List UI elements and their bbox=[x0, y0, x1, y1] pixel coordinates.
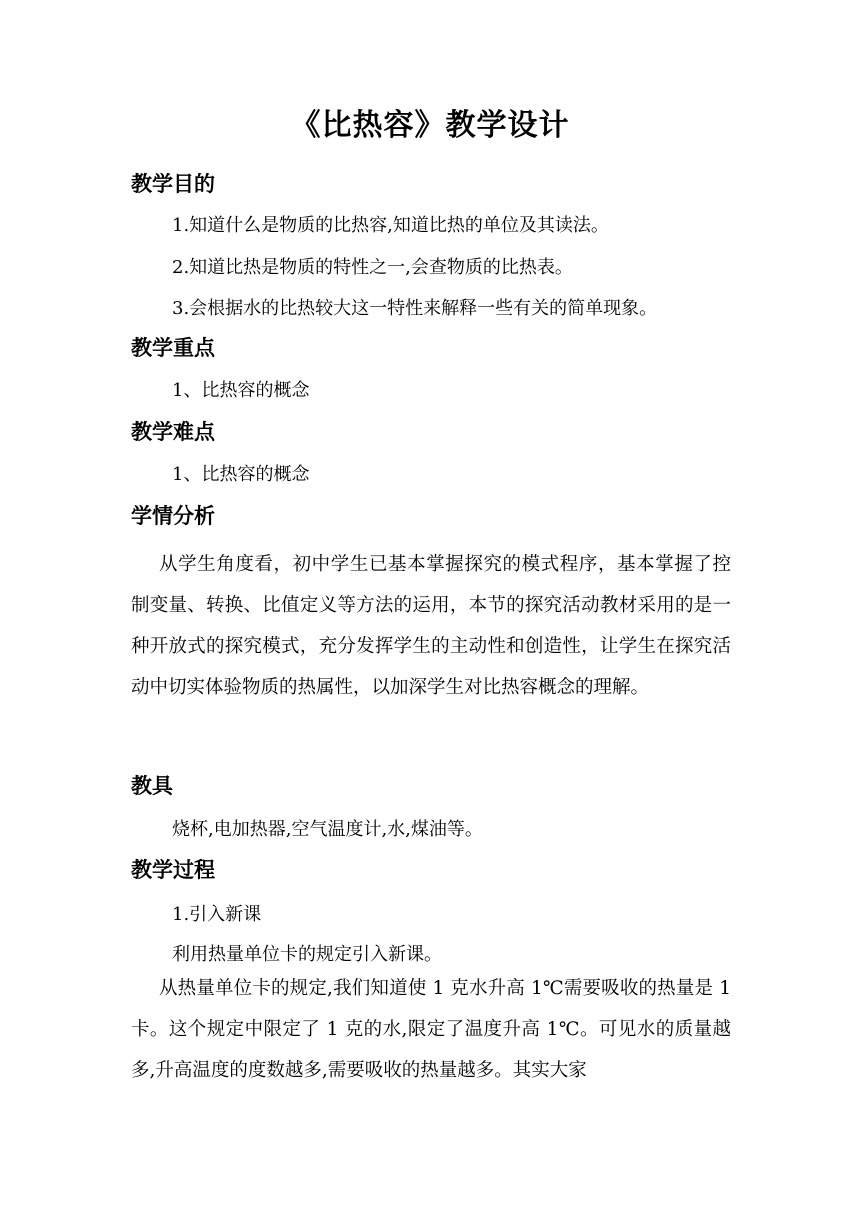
heading-analysis: 学情分析 bbox=[131, 504, 215, 528]
heading-teaching-goals: 教学目的 bbox=[131, 172, 215, 196]
goal-item-1: 1.知道什么是物质的比热容,知道比热的单位及其读法。 bbox=[172, 215, 609, 236]
heading-tools: 教具 bbox=[131, 774, 173, 798]
key-point-item-1: 1、比热容的概念 bbox=[172, 380, 310, 401]
process-paragraph: 从热量单位卡的规定,我们知道使 1 克水升高 1℃需要吸收的热量是 1 卡。这个规定中限定了 1 克的水,限定了温度升高 1℃。可见水的质量越多,升高温度的度数越多,需要吸收的热量越多。其实大家 bbox=[131, 978, 731, 1081]
goal-item-2: 2.知道比热是物质的特性之一,会查物质的比热表。 bbox=[172, 257, 573, 278]
process-line-1: 利用热量单位卡的规定引入新课。 bbox=[172, 944, 442, 965]
document-title: 《比热容》教学设计 bbox=[290, 108, 570, 143]
difficulty-item-1: 1、比热容的概念 bbox=[172, 464, 310, 485]
heading-difficulty: 教学难点 bbox=[131, 420, 215, 444]
goal-item-3: 3.会根据水的比热较大这一特性来解释一些有关的简单现象。 bbox=[172, 298, 658, 319]
heading-key-point: 教学重点 bbox=[131, 336, 215, 360]
process-step-1: 1.引入新课 bbox=[172, 904, 262, 925]
tools-item-1: 烧杯,电加热器,空气温度计,水,煤油等。 bbox=[172, 819, 483, 840]
analysis-paragraph: 从学生角度看，初中学生已基本掌握探究的模式程序，基本掌握了控制变量、转换、比值定义等方法的运用，本节的探究活动教材采用的是一种开放式的探究模式，充分发挥学生的主动性和创造性，让学生在探究活动中切实体验物质的热属性，以加深学生对比热容概念的理解。 bbox=[131, 554, 731, 698]
heading-process: 教学过程 bbox=[131, 858, 215, 882]
